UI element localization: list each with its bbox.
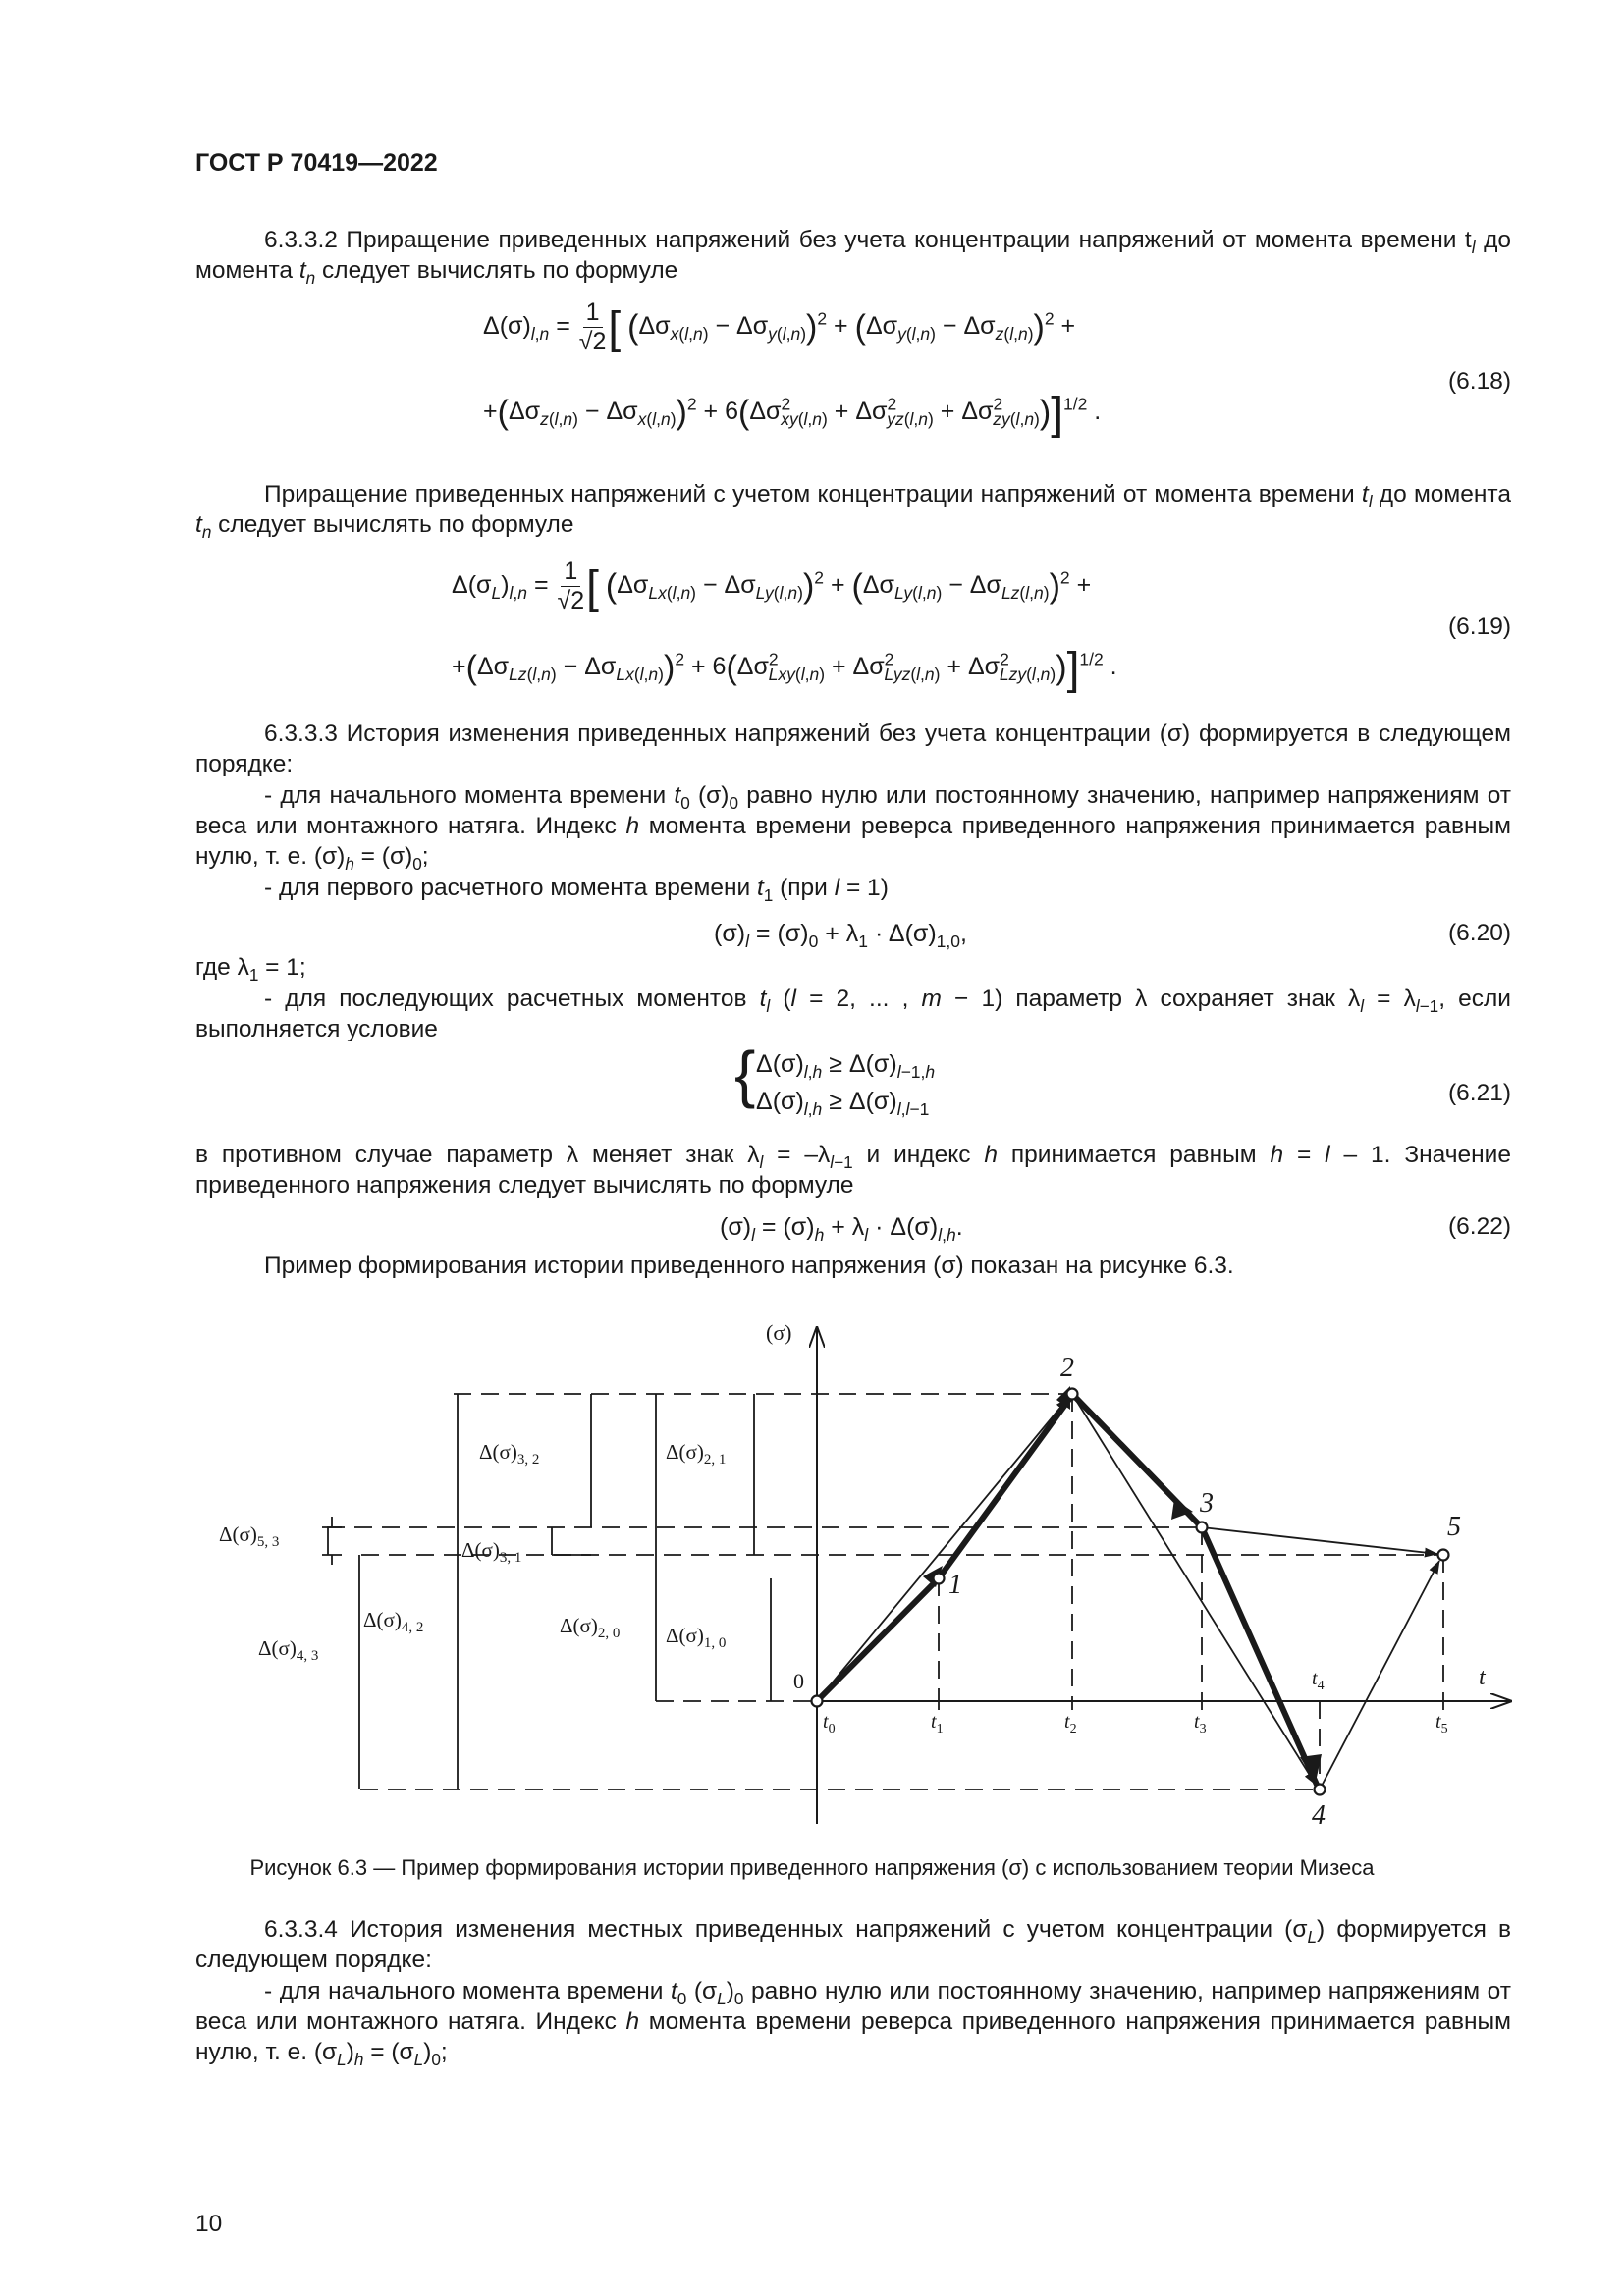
label-delta-2-0: $\Delta(\sigma)_{2, 0}$	[560, 1614, 621, 1641]
document-header: ГОСТ Р 70419—2022	[195, 149, 438, 177]
path-3-4	[1202, 1527, 1317, 1785]
point-label-4: 4	[1312, 1800, 1326, 1831]
point-label-2: 2	[1060, 1353, 1074, 1383]
formula-6-19-line2: $+(\Delta\sigma_{Lz(l,n)} - \Delta\sigma_{Lx(l,n)})^2 + 6(\Delta\sigma^2_{Lxy(l,n)} + \Delta\sigma^2_{Lyz(l,n)} + \Delta\sigma^2_{Lzy(l,n)})]^{1/2}$ .	[452, 642, 1117, 694]
equation-number-6-19: (6.19)	[1447, 614, 1511, 640]
equation-number-6-20: (6.20)	[1447, 920, 1511, 946]
label-delta-4-2: $\Delta(\sigma)_{4, 2}$	[363, 1608, 424, 1635]
paragraph-6-3-3-3: 6.3.3.3 История изменения приведенных напряжений без учета концентрации (σ) формируется в следующем порядке:	[195, 721, 1511, 777]
formula-6-21-line1: $\Delta(\sigma)_{l,h} \ge \Delta(\sigma)_{l-1,h}$	[756, 1050, 936, 1083]
point-label-5: 5	[1447, 1512, 1461, 1542]
equation-number-6-18: (6.18)	[1447, 368, 1511, 395]
tick-t1: $t_1$	[931, 1711, 944, 1736]
where-clause: где $\lambda_1 = 1$;	[195, 954, 306, 985]
otherwise-paragraph: в противном случае параметр λ меняет знак $\lambda_l = -\lambda_{l-1}$ и индекс h принимается равным h = l – 1. Значение приведенного напряжения следует вычислять по формуле	[195, 1142, 1511, 1199]
formula-6-18-line1: $\Delta(\sigma)_{l,n}$ = $\frac{1}{√2}$ [ $(\Delta\sigma_{x(l,n)} - \Delta\sigma_{y(l,n)})^2 + (\Delta\sigma_{y(l,n)} - \Delta\sigma_{z(l,n)})^2$ +	[483, 298, 1076, 355]
label-delta-5-3: $\Delta(\sigma)_{5, 3}$	[219, 1522, 280, 1550]
tick-t2: $t_2$	[1064, 1711, 1077, 1736]
point-label-1: 1	[948, 1570, 962, 1600]
path-0-1	[817, 1582, 935, 1701]
label-delta-4-3: $\Delta(\sigma)_{4, 3}$	[258, 1636, 319, 1664]
label-delta-3-1: $\Delta(\sigma)_{3, 1}$	[461, 1538, 522, 1566]
list-item-subsequent-moments: - для последующих расчетных моментов $t_l$ (l = 2, ... , m − 1) параметр λ сохраняет знак $\lambda_l = \lambda_{l-1}$, если выполняется условие	[195, 986, 1511, 1042]
list-item-initial-moment-local: - для начального момента времени $t_0$ $(\sigma_L)_0$ равно нулю или постоянному значению, например напряжениям от веса или монтажного натяга. Индекс h момента времени реверса приведенного напряжения принимается равным нулю, т. е. $(\sigma_L)_h = (\sigma_L)_0$;	[195, 1978, 1511, 2069]
formula-6-22: $(\sigma)_l = (\sigma)_h + \lambda_l \cdot \Delta(\sigma)_{l,h}$.	[720, 1213, 963, 1246]
paragraph-6-3-3-4: 6.3.3.4 История изменения местных приведенных напряжений с учетом концентрации $(\sigma_L)$ формируется в следующем порядке:	[195, 1916, 1512, 1973]
figure-reference-paragraph: Пример формирования истории приведенного напряжения (σ) показан на рисунке 6.3.	[264, 1253, 1234, 1279]
y-axis-label: (σ)	[766, 1320, 792, 1345]
paragraph-6-3-3-2: 6.3.3.2 Приращение приведенных напряжений без учета концентрации напряжений от момента времени $t_l$ до момента $t_n$ следует вычислять по формуле	[195, 227, 1511, 288]
paragraph-concentration: Приращение приведенных напряжений с учетом концентрации напряжений от момента времени $t_l$ до момента $t_n$ следует вычислять по формуле	[195, 481, 1512, 542]
formula-6-21-line2: $\Delta(\sigma)_{l,h} \ge \Delta(\sigma)_{l,l-1}$	[756, 1088, 930, 1120]
formula-6-19-line1: $\Delta(\sigma_L)_{l,n}$ = $\frac{1}{√2}$ [ $(\Delta\sigma_{Lx(l,n)} - \Delta\sigma_{Ly(l,n)})^2 + (\Delta\sigma_{Ly(l,n)} - \Delta\sigma_{Lz(l,n)})^2$ +	[452, 558, 1092, 614]
formula-6-18-line2: $+(\Delta\sigma_{z(l,n)} - \Delta\sigma_{x(l,n)})^2 + 6(\Delta\sigma^2_{xy(l,n)} + \Delta\sigma^2_{yz(l,n)} + \Delta\sigma^2_{zy(l,n)})]^{1/2}$ .	[483, 387, 1102, 439]
label-delta-2-1: $\Delta(\sigma)_{2, 1}$	[666, 1440, 727, 1468]
formula-6-20: $(\sigma)_l = (\sigma)_0 + \lambda_1 \cdot \Delta(\sigma)_{1,0}$,	[714, 920, 967, 952]
tick-t0: $t_0$	[823, 1711, 836, 1736]
origin-label: 0	[793, 1669, 804, 1693]
list-item-first-moment: - для первого расчетного момента времени $t_1$ (при l = 1)	[264, 875, 889, 905]
figure-caption: Рисунок 6.3 — Пример формирования истории приведенного напряжения (σ) с использованием теории Мизеса	[249, 1855, 1375, 1880]
tick-t3: $t_3$	[1194, 1711, 1207, 1736]
figure-6-3	[0, 1296, 1624, 1845]
label-delta-1-0: $\Delta(\sigma)_{1, 0}$	[666, 1624, 727, 1651]
formula-6-21-brace: {	[734, 1039, 756, 1109]
point-label-3: 3	[1200, 1488, 1214, 1519]
tick-t4: $t_4$	[1312, 1668, 1325, 1693]
path-1-2	[939, 1398, 1070, 1578]
page-number: 10	[195, 2211, 223, 2237]
tick-t5: $t_5$	[1435, 1711, 1448, 1736]
list-item-initial-moment: - для начального момента времени $t_0$ $(\sigma)_0$ равно нулю или постоянному значению, например напряжениям от веса или монтажного натяга. Индекс h момента времени реверса приведенного напряжения принимается равным нулю, т. е. $(\sigma)_h = (\sigma)_0$;	[195, 782, 1512, 874]
equation-number-6-21: (6.21)	[1447, 1080, 1511, 1106]
x-axis-label: t	[1479, 1665, 1486, 1690]
equation-number-6-22: (6.22)	[1447, 1213, 1511, 1240]
label-delta-3-2: $\Delta(\sigma)_{3, 2}$	[479, 1440, 540, 1468]
